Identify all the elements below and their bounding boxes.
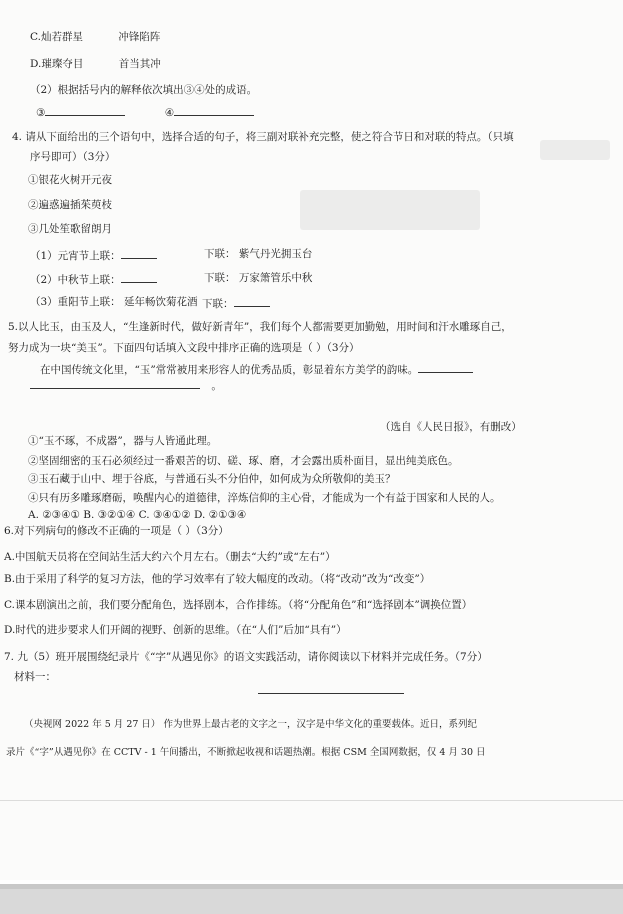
q5-sentence-4: ④只有历多雕琢磨砺，唤醒内心的道德律，淬炼信仰的主心骨，才能成为一个有益于国家和人民的人。 [28,492,501,504]
q5-stem-1: 5.以人比玉，由玉及人，“生逢新时代，做好新青年”，我们每个人都需要更加勤勉，用时间和汗水雕琢自己， [8,321,512,333]
scan-smudge [540,140,610,160]
q5-passage-period: 。 [211,380,222,392]
q7-underline [258,682,404,698]
q4-item-3: ③几处笙歌留朗月 [28,223,112,235]
q3-option-c [30,30,160,44]
q3-option-c-label: C.灿若群星 [30,31,83,43]
q3-blank-3-label: ③ [36,107,46,119]
q5-source: （选自《人民日报》，有删改） [380,421,522,433]
q5-sentence-2: ②坚固细密的玉石必须经过一番艰苦的切、磋、琢、磨，才会露出质朴面目，显出纯美底色。 [28,455,459,467]
q7-material-label: 材料一： [14,671,56,683]
q5-passage [40,361,473,377]
q5-sentence-1: ①“玉不琢，不成器”，器与人皆通此理。 [28,435,218,447]
q5-sentence-3: ③玉石藏于山中、埋于谷底，与普通石头不分伯仲，如何成为众所敬仰的美玉？ [28,473,396,485]
scan-smudge [300,190,480,230]
q3-blank-4 [174,104,254,116]
q4-couplet-3 [202,295,270,311]
q6-option-b: B.由于采用了科学的复习方法，他的学习效率有了较大幅度的改动。（将“改动”改为“改变”） [4,573,431,585]
scan-background-edge [0,884,623,889]
q7-paragraph-1: （央视网 2022 年 5 月 27 日） 作为世界上最古老的文字之一，汉字是中华文化的重要载体。近日，系列纪 [24,719,477,730]
q3-blank-3 [45,104,125,116]
q4-stem-2: 序号即可）（3分） [30,151,116,163]
q7-paragraph-2: 录片《“字”从遇见你》在 CCTV - 1 午间播出，不断掀起收视和话题热潮。根据 CSM 全国网数据，仅 4 月 30 日 [6,747,486,758]
q3-option-d-word: 首当其冲 [118,58,161,70]
scan-background-strip [0,884,623,914]
q3-part2: （2）根据括号内的解释依次填出③④处的成语。 [30,84,258,96]
q4-couplet-1-left: （1）元宵节上联： [30,250,121,262]
q3-blanks [36,104,254,120]
q4-item-1: ①银花火树开元夜 [28,174,112,186]
q3-option-d [30,57,161,71]
q4-item-2: ②遍惑遍插茱萸枝 [28,199,112,211]
q4-couplet-3-left: （3）重阳节上联： 延年畅饮菊花酒 [30,296,198,308]
q4-couplet-2-right: 下联： 万家箫管乐中秋 [204,272,313,284]
q3-blank-4-label: ④ [164,107,175,119]
q4-couplet-1 [30,247,157,263]
q4-couplet-1-blank [121,247,157,259]
q5-stem-2: 努力成为一块“美玉”。下面四句话填入文段中排序正确的选项是（ ）（3分） [8,342,360,354]
q6-option-a: A.中国航天员将在空间站生活大约六个月左右。（删去“大约”或“左右”） [4,551,336,563]
q4-couplet-2-blank [121,271,157,283]
q5-passage-cont [30,377,222,393]
q4-couplet-3-right: 下联： [202,298,234,310]
q4-couplet-3-blank [234,295,270,307]
q6-option-d: D.时代的进步要求人们开阔的视野、创新的思维。（在“人们”后加“具有”） [4,624,347,636]
q5-passage-text: 在中国传统文化里，“玉”常常被用来形容人的优秀品质，彰显着东方美学的韵味。 [40,364,419,376]
q6-stem: 6.对下列病句的修改不正确的一项是（ ）（3分） [4,525,229,537]
q7-stem: 7. 九（5）班开展围绕纪录片《“字”从遇见你》的语文实践活动，请你阅读以下材料并完成任务。（7分） [4,651,488,663]
q6-option-c: C.课本剧演出之前，我们要分配角色，选择剧本，合作排练。（将“分配角色”和“选择剧本”调换位置） [4,599,473,611]
q4-couplet-1-right: 下联： 紫气丹光拥玉台 [204,248,313,260]
q3-option-c-word: 冲锋陷阵 [118,31,161,43]
scan-edge-line [0,800,623,801]
q3-option-d-label: D.璀璨夺目 [30,58,84,70]
q5-passage-blank-2 [30,377,200,389]
q5-passage-blank-1 [418,361,473,373]
q4-stem-1: 4. 请从下面给出的三个语句中，选择合适的句子，将三副对联补充完整，使之符合节日和对联的特点。（只填 [12,131,514,143]
q4-couplet-2 [30,271,157,287]
q5-options: A. ②③④① B. ③②①④ C. ③④①② D. ②①③④ [28,509,247,521]
q4-couplet-2-left: （2）中秋节上联： [30,274,121,286]
q7-title-line [258,682,404,694]
